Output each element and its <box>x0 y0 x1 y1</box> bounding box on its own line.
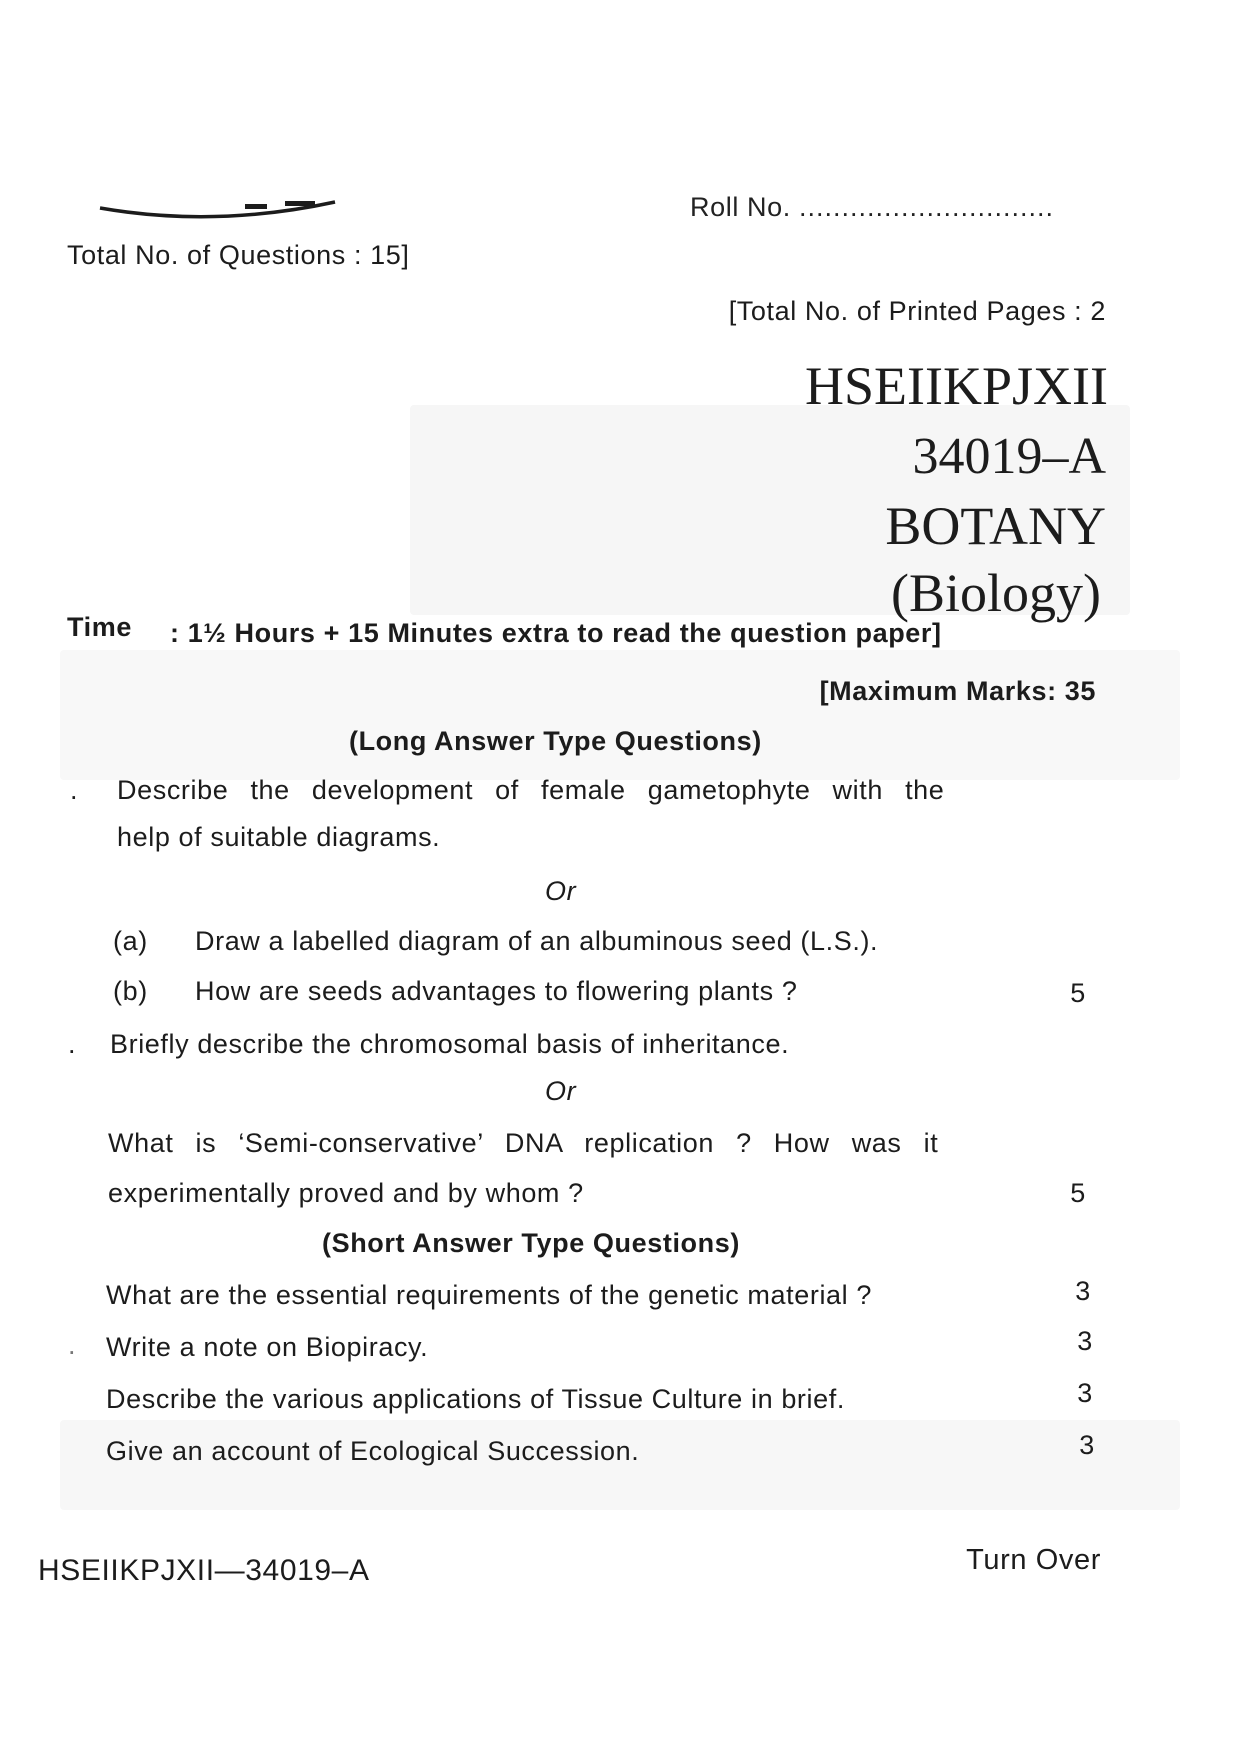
question-3-marks: 3 <box>1075 1276 1091 1306</box>
time-value: : 1½ Hours + 15 Minutes extra to read the question paper] <box>170 618 942 648</box>
top-decor-stroke-icon <box>95 190 340 230</box>
question-2-alt-line-2: experimentally proved and by whom ? <box>108 1178 584 1208</box>
question-1a-label: (a) <box>113 926 148 956</box>
question-1-marks: 5 <box>1070 978 1086 1008</box>
subject-subtitle: (Biology) <box>891 563 1101 623</box>
question-bullet: . <box>70 775 79 805</box>
paper-number: 34019–A <box>912 428 1106 485</box>
subject-title: BOTANY <box>885 496 1106 556</box>
question-4-text: Write a note on Biopiracy. <box>106 1332 429 1362</box>
roll-number-field <box>690 192 1054 223</box>
question-bullet: . <box>68 1029 77 1059</box>
total-questions: Total No. of Questions : 15] <box>67 240 410 270</box>
question-2-text: Briefly describe the chromosomal basis of inheritance. <box>110 1029 790 1059</box>
question-1b-label: (b) <box>113 976 148 1006</box>
question-1-text-line-1: Describe the development of female gametophyte with the <box>117 775 945 805</box>
section-heading-short: (Short Answer Type Questions) <box>322 1228 740 1258</box>
question-1b-text: How are seeds advantages to flowering plants ? <box>195 976 798 1006</box>
roll-dots: .............................. <box>798 192 1054 222</box>
question-6-text: Give an account of Ecological Succession. <box>106 1436 640 1466</box>
section-heading-long: (Long Answer Type Questions) <box>349 726 762 756</box>
turn-over: Turn Over <box>966 1544 1101 1576</box>
question-2-alt-line-1: What is ‘Semi-conservative’ DNA replication ? How was it <box>108 1128 939 1158</box>
question-6-marks: 3 <box>1079 1430 1095 1460</box>
question-3-text: What are the essential requirements of the genetic material ? <box>106 1280 872 1310</box>
question-1a-text: Draw a labelled diagram of an albuminous seed (L.S.). <box>195 926 879 956</box>
maximum-marks: [Maximum Marks: 35 <box>819 676 1096 706</box>
roll-label: Roll No. <box>690 192 791 222</box>
or-separator-1: Or <box>545 876 577 906</box>
time-label: Time <box>67 612 132 642</box>
question-5-marks: 3 <box>1077 1378 1093 1408</box>
question-1-line-1 <box>117 775 1041 806</box>
or-separator-2: Or <box>545 1076 577 1106</box>
question-1-line-2: help of suitable diagrams. <box>117 822 441 852</box>
question-5-text: Describe the various applications of Tissue Culture in brief. <box>106 1384 845 1414</box>
paper-code: HSEIIKPJXII <box>805 356 1108 416</box>
question-2-marks: 5 <box>1070 1178 1086 1208</box>
question-bullet: . <box>68 1330 77 1360</box>
question-4-marks: 3 <box>1077 1326 1093 1356</box>
total-printed-pages: [Total No. of Printed Pages : 2 <box>728 296 1106 326</box>
footer-code: HSEIIKPJXII—34019–A <box>38 1554 370 1587</box>
bleed-through-shade <box>60 650 1180 780</box>
